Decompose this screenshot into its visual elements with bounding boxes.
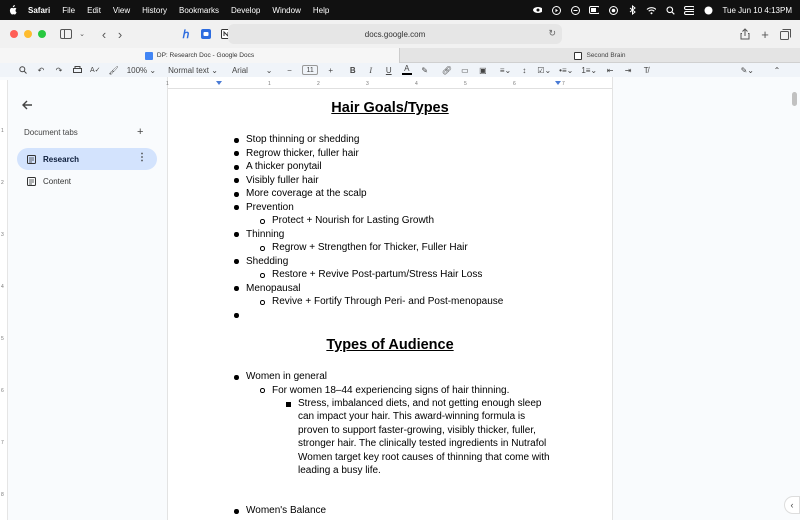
list-item: Revive + Fortify Through Peri- and Post-menopause xyxy=(272,296,504,307)
ruler-mark: 4 xyxy=(415,81,418,87)
bullet-disc xyxy=(234,232,239,237)
bullet-disc xyxy=(234,178,239,183)
back-icon[interactable]: ‹ xyxy=(101,26,107,42)
heading-hair-goals: Hair Goals/Types xyxy=(331,100,449,116)
bulleted-list-icon[interactable]: •≡⌄ xyxy=(559,65,574,75)
bullet-disc xyxy=(234,286,239,291)
control-center-icon[interactable] xyxy=(684,5,694,15)
address-bar-url: docs.google.com xyxy=(364,29,426,39)
macos-menubar xyxy=(0,0,800,20)
wifi-icon[interactable] xyxy=(646,5,656,15)
paragraph-line: Women target key root causes of thinning that come with xyxy=(298,451,550,463)
vruler-mark: 8 xyxy=(1,492,4,498)
bullet-disc xyxy=(234,165,239,170)
bullet-disc xyxy=(234,509,239,514)
audience-description xyxy=(298,397,560,477)
apple-icon[interactable] xyxy=(8,5,18,15)
extension-bitwarden-icon[interactable] xyxy=(198,26,214,42)
siri-icon[interactable] xyxy=(703,5,713,15)
sidebar-item-label: Research xyxy=(43,154,80,164)
list-item: Stop thinning or shedding xyxy=(246,134,360,145)
address-bar[interactable] xyxy=(228,24,562,44)
bullet-disc xyxy=(234,375,239,380)
vruler-mark: 5 xyxy=(1,336,4,342)
heading-types-of-audience: Types of Audience xyxy=(326,337,454,353)
menu-bookmarks[interactable]: Bookmarks xyxy=(179,5,220,15)
ruler-mark: 3 xyxy=(366,81,369,87)
list-item: Prevention xyxy=(246,201,294,213)
insert-image-icon[interactable]: ▣ xyxy=(479,65,487,75)
indent-decrease-icon[interactable]: ⇤ xyxy=(606,65,614,75)
bullet-disc xyxy=(234,313,239,318)
ruler-mark: 1 xyxy=(268,81,271,87)
spellcheck-icon[interactable]: A✓ xyxy=(90,67,101,74)
bullet-circle xyxy=(260,300,265,305)
extension-k-icon[interactable]: ℎ xyxy=(182,28,190,41)
menu-help[interactable]: Help xyxy=(312,5,330,15)
menu-file[interactable]: File xyxy=(62,5,76,15)
paragraph-line: Stress, imbalanced diets, and not getting enough sleep xyxy=(298,398,542,409)
spotlight-search-icon[interactable] xyxy=(665,5,675,15)
bullet-circle xyxy=(260,273,265,278)
bullet-square xyxy=(286,402,291,407)
record-icon[interactable] xyxy=(608,5,618,15)
numbered-list-icon[interactable]: 1≡⌄ xyxy=(581,65,598,75)
underline-button[interactable]: U xyxy=(385,65,392,75)
menu-develop[interactable]: Develop xyxy=(231,5,261,15)
ruler-mark: 2 xyxy=(317,81,320,87)
list-item: Regrow thicker, fuller hair xyxy=(246,147,359,159)
editing-mode-icon[interactable]: ✎⌄ xyxy=(740,65,754,75)
share-icon[interactable] xyxy=(737,26,753,42)
vertical-scrollbar[interactable] xyxy=(792,92,797,106)
menu-edit[interactable]: Edit xyxy=(87,5,101,15)
increase-font-size-button[interactable]: + xyxy=(328,65,334,75)
undo-icon[interactable]: ↶ xyxy=(37,65,45,75)
indent-increase-icon[interactable]: ⇥ xyxy=(624,65,632,75)
notion-favicon-icon xyxy=(574,52,582,60)
google-docs-favicon-icon xyxy=(145,52,153,60)
document-tab-icon xyxy=(27,155,36,164)
list-item: Regrow + Strengthen for Thicker, Fuller Hair xyxy=(272,242,468,253)
battery-icon[interactable] xyxy=(589,5,599,15)
highlight-color-icon[interactable]: ✎ xyxy=(421,65,429,75)
bullet-circle xyxy=(260,388,265,393)
window-controls xyxy=(10,30,46,38)
safari-toolbar xyxy=(0,20,800,48)
new-tab-icon[interactable]: + xyxy=(761,26,769,42)
menu-window[interactable]: Window xyxy=(272,5,301,15)
minus-circle-icon[interactable] xyxy=(570,5,580,15)
sidebar-item-content[interactable] xyxy=(17,170,157,192)
list-item: A thicker ponytail xyxy=(246,161,322,172)
vruler-mark: 1 xyxy=(1,128,4,134)
menu-view[interactable]: View xyxy=(112,5,131,15)
ruler-mark: 1 xyxy=(166,81,169,87)
document-tabs-title: Document tabs xyxy=(24,128,78,137)
list-item: For women 18–44 experiencing signs of hair thinning. xyxy=(272,384,510,396)
font-value: Arial xyxy=(231,65,248,75)
vruler-mark: 3 xyxy=(1,232,4,238)
collapse-toolbar-icon[interactable]: ⌃ xyxy=(773,65,781,75)
text-color-button[interactable]: A xyxy=(402,65,412,75)
sidebar-item-label: Content xyxy=(43,176,72,186)
list-item: Visibly fuller hair xyxy=(246,174,319,186)
list-item: Shedding xyxy=(246,255,289,267)
add-comment-icon[interactable]: ▭ xyxy=(461,65,469,75)
more-options-icon[interactable]: ⋮ xyxy=(137,152,147,163)
tab-overview-icon[interactable] xyxy=(777,26,793,42)
clear-formatting-icon[interactable]: T̸ xyxy=(643,65,649,75)
bullet-circle xyxy=(260,246,265,251)
back-arrow-icon[interactable] xyxy=(20,98,34,112)
list-item: Menopausal xyxy=(246,282,301,294)
vruler-mark: 4 xyxy=(1,284,4,290)
insert-link-icon[interactable]: 🔗︎ xyxy=(441,65,452,75)
zoom-window-button[interactable] xyxy=(38,30,46,38)
close-window-button[interactable] xyxy=(10,30,18,38)
right-canvas xyxy=(612,77,800,520)
ruler-mark: 5 xyxy=(464,81,467,87)
tab-label: DP: Research Doc - Google Docs xyxy=(156,52,255,59)
decrease-font-size-button[interactable]: − xyxy=(287,65,292,75)
italic-button[interactable]: I xyxy=(369,65,373,75)
menubar-clock[interactable]: Tue Jun 10 4:13PM xyxy=(722,5,792,15)
document-page[interactable] xyxy=(168,89,612,520)
add-tab-button[interactable]: + xyxy=(137,126,144,138)
line-spacing-icon[interactable]: ↕ xyxy=(522,65,527,75)
zoom-select[interactable]: 100% ⌄ xyxy=(126,65,157,75)
bullet-disc xyxy=(234,138,239,143)
paragraph-line: proven to support faster-growing, visibly thicker, fuller, xyxy=(298,424,536,436)
left-indent-marker[interactable] xyxy=(216,81,222,85)
forward-icon[interactable]: › xyxy=(117,26,123,42)
tab-label: Second Brain xyxy=(586,52,626,59)
bluetooth-icon[interactable] xyxy=(627,5,637,15)
font-select[interactable]: Arial ⌄ xyxy=(231,65,273,75)
menu-safari[interactable]: Safari xyxy=(28,5,51,15)
list-item: Thinning xyxy=(246,228,285,240)
vertical-ruler xyxy=(0,80,8,520)
vruler-mark: 2 xyxy=(1,180,4,186)
list-item: Protect + Nourish for Lasting Growth xyxy=(272,215,435,226)
bullet-disc xyxy=(234,192,239,197)
right-indent-marker[interactable] xyxy=(555,81,561,85)
list-item: More coverage at the scalp xyxy=(246,188,367,199)
vruler-mark: 7 xyxy=(1,440,4,446)
list-item: Women in general xyxy=(246,371,327,382)
left-panel xyxy=(0,77,168,520)
bold-button[interactable]: B xyxy=(349,65,356,75)
ruler-mark: 7 xyxy=(562,81,565,87)
cloud-status-icon[interactable] xyxy=(532,5,542,15)
paragraph-line: stronger hair. The clinically tested ingredients in Nutrafol xyxy=(298,438,547,450)
minimize-window-button[interactable] xyxy=(24,30,32,38)
paragraph-style-select[interactable]: Normal text ⌄ xyxy=(168,65,218,75)
zoom-value: 100% xyxy=(126,65,148,75)
sidebar-toggle-icon[interactable] xyxy=(58,26,74,42)
chevron-down-icon[interactable]: ⌄ xyxy=(79,31,85,38)
play-icon[interactable] xyxy=(551,5,561,15)
document-tab-icon xyxy=(27,177,36,186)
bullet-disc xyxy=(234,151,239,156)
paragraph-line: can impact your hair. This award-winning formula is xyxy=(298,411,526,423)
font-size-input[interactable]: 11 xyxy=(302,65,317,75)
paragraph-line: leading a busy life. xyxy=(298,465,381,477)
paint-format-icon[interactable]: 🖌︎ xyxy=(108,65,119,75)
side-panel-toggle-button[interactable]: ‹ xyxy=(784,496,800,514)
ruler-mark: 6 xyxy=(513,81,516,87)
tab-second-brain[interactable] xyxy=(400,48,800,63)
bullet-disc xyxy=(234,205,239,210)
tab-strip xyxy=(0,48,800,63)
docs-toolbar xyxy=(0,63,800,77)
print-icon[interactable] xyxy=(72,66,82,74)
reload-icon[interactable]: ↻ xyxy=(548,28,556,38)
bullet-disc xyxy=(234,259,239,264)
vruler-mark: 6 xyxy=(1,388,4,394)
redo-icon[interactable]: ↷ xyxy=(55,65,63,75)
bullet-circle xyxy=(260,219,265,224)
align-icon[interactable]: ≡⌄ xyxy=(499,65,512,75)
list-item: Restore + Revive Post-partum/Stress Hair Loss xyxy=(272,269,483,280)
list-item: Women's Balance xyxy=(246,505,327,516)
tab-google-docs[interactable] xyxy=(0,48,400,63)
style-value: Normal text xyxy=(168,65,210,75)
sidebar-item-research[interactable] xyxy=(17,148,157,170)
checklist-icon[interactable]: ☑⌄ xyxy=(537,65,552,75)
menu-history[interactable]: History xyxy=(142,5,168,15)
horizontal-ruler xyxy=(168,80,612,89)
search-menus-icon[interactable] xyxy=(18,66,28,74)
